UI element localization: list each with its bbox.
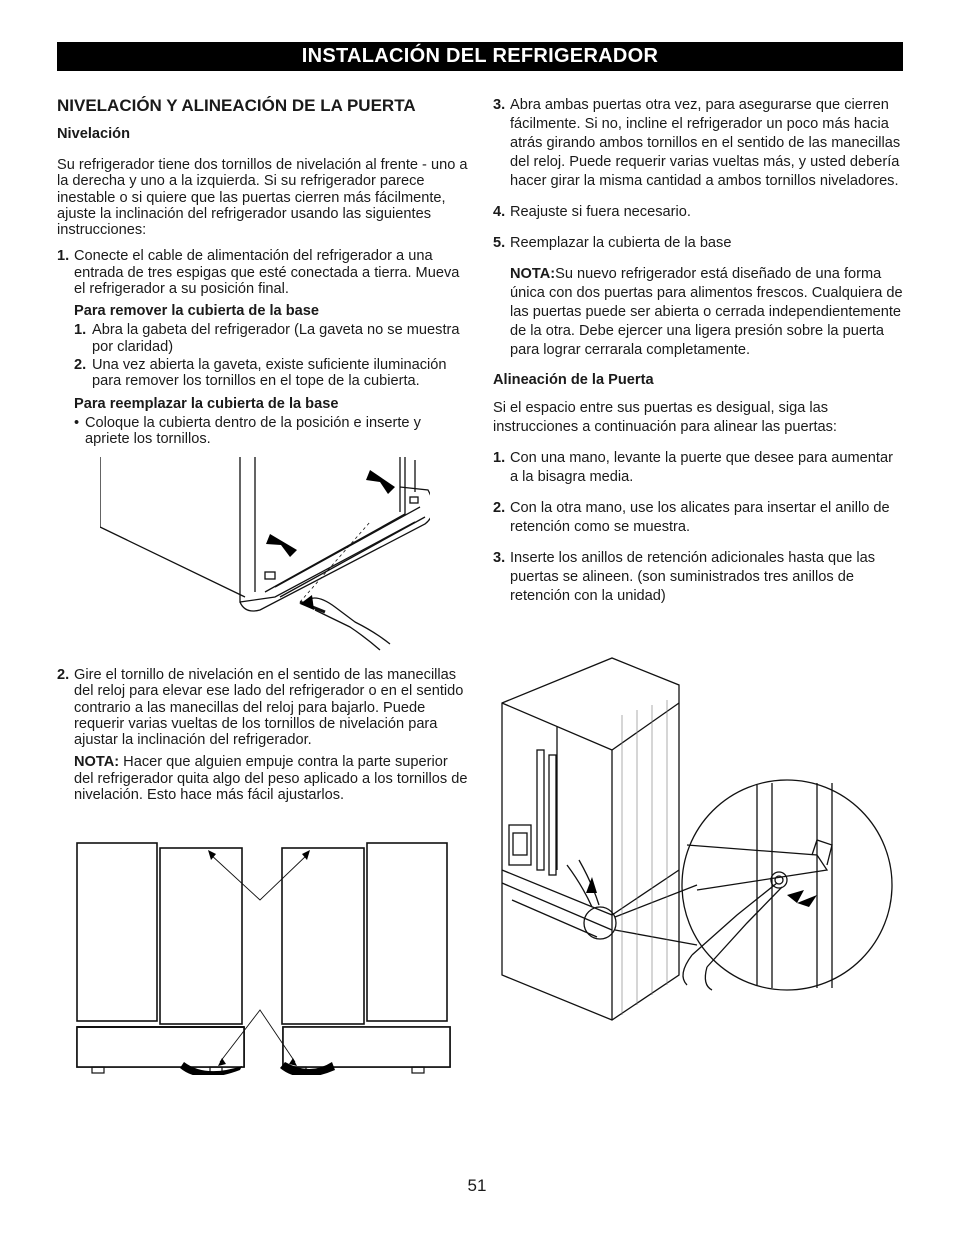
right-step-5 — [493, 234, 903, 253]
remove-step-1 — [57, 322, 469, 355]
replace-bullet — [57, 415, 469, 448]
step-number: 4. — [493, 204, 506, 220]
right-column — [493, 96, 903, 618]
bullet-mark: • — [74, 414, 80, 431]
subheading-nivelacion: Nivelación — [57, 126, 130, 142]
step-number: 3. — [493, 550, 506, 566]
step-number: 2. — [57, 667, 70, 683]
section-banner: INSTALACIÓN DEL REFRIGERADOR — [57, 42, 903, 71]
step-text: Con la otra mano, use los alicates para insertar el anillo de retención como se muestra. — [510, 500, 890, 535]
step-number: 1. — [493, 450, 506, 466]
note-text: Hacer que alguien empuje contra la parte superior del refrigerador quita algo del peso aplicado a los tornillos de nivelación. Esto hace más fácil ajustarlos. — [74, 754, 468, 804]
step-number: 2. — [74, 356, 87, 373]
bullet-text: Coloque la cubierta dentro de la posición e inserte y apriete los tornillos. — [85, 414, 421, 447]
remove-step-2 — [57, 357, 469, 390]
align-step-2 — [493, 499, 903, 537]
step-number: 2. — [493, 500, 506, 516]
page-number: 51 — [467, 1176, 487, 1195]
step-1 — [57, 248, 469, 297]
step-number: 1. — [57, 248, 70, 265]
left-column-bottom — [57, 667, 469, 813]
alignment-intro: Si el espacio entre sus puertas es desigual, siga las instrucciones a continuación para alinear las puertas: — [493, 400, 837, 435]
align-step-1 — [493, 449, 903, 487]
remove-cover-title: Para remover la cubierta de la base — [74, 303, 319, 320]
step-text: Con una mano, levante la puerte que desee para aumentar a la bisagra media. — [510, 450, 893, 485]
step-text: Gire el tornillo de nivelación en el sentido de las manecillas del reloj para elevar ese lado del refrigerador o en el sentido contrario a las manecillas del reloj para bajarlo. Puede requerir varias vueltas de los tornillos de nivelación para ajustar la inclinación del refrigerador. — [74, 667, 464, 749]
intro-paragraph: Su refrigerador tiene dos tornillos de nivelación al frente - uno a la derecha y uno a la izquierda. Si su refrigerador parece inestable o si quiere que las puertas cierren más fácilmente, ajuste la inclinación del refrigerador usando las siguientes instrucciones: — [57, 157, 468, 239]
replace-cover-title: Para reemplazar la cubierta de la base — [74, 395, 339, 412]
step-text: Reajuste si fuera necesario. — [510, 204, 691, 220]
step-text: Reemplazar la cubierta de la base — [510, 235, 732, 251]
step-text: Abra ambas puertas otra vez, para asegurarse que cierren fácilmente. Si no, incline el refrigerador un poco más hacia atrás girando ambos tornillos en el sentido de las manecillas del reloj. Puede requerir varias vueltas más, y usted debería hacer girar la misma cantidad a ambos tornillos niveladores. — [510, 97, 901, 189]
door-leveling-illustration — [70, 840, 455, 1075]
step-2 — [57, 667, 469, 748]
right-step-4 — [493, 203, 903, 222]
step-text: Inserte los anillos de retención adicionales hasta que las puertas se alineen. (son suministrados tres anillos de retención con la unidad) — [510, 550, 876, 604]
base-cover-illustration — [100, 452, 430, 652]
note-label: NOTA: — [74, 754, 120, 771]
right-step-3 — [493, 96, 903, 191]
doors-note — [493, 265, 903, 360]
leveling-note — [57, 754, 469, 803]
step-text: Conecte el cable de alimentación del refrigerador a una entrada de tres espigas que esté conectada a tierra. Mueva el refrigerador a su posición final. — [74, 248, 460, 298]
step-number: 5. — [493, 235, 506, 251]
alignment-title: Alineación de la Puerta — [493, 372, 654, 388]
step-text: Una vez abierta la gaveta, existe suficiente iluminación para remover los tornillos en el tope de la cubierta. — [92, 356, 447, 390]
note-label: NOTA: — [510, 266, 556, 282]
door-alignment-illustration — [497, 655, 897, 1035]
section-heading: NIVELACIÓN Y ALINEACIÓN DE LA PUERTA — [57, 96, 416, 115]
step-number: 1. — [74, 322, 87, 339]
note-text: Su nuevo refrigerador está diseñado de una forma única con dos puertas para alimentos frescos. Cualquiera de las puertas puede ser abierta o cerrada independientemente de la otra. Debe ejercer una ligera presión sobre la puerta para lograr cerrarala completamente. — [510, 266, 903, 358]
step-text: Abra la gabeta del refrigerador (La gaveta no se muestra por claridad) — [92, 322, 460, 355]
step-number: 3. — [493, 97, 506, 113]
left-column — [57, 96, 469, 447]
align-step-3 — [493, 549, 903, 606]
